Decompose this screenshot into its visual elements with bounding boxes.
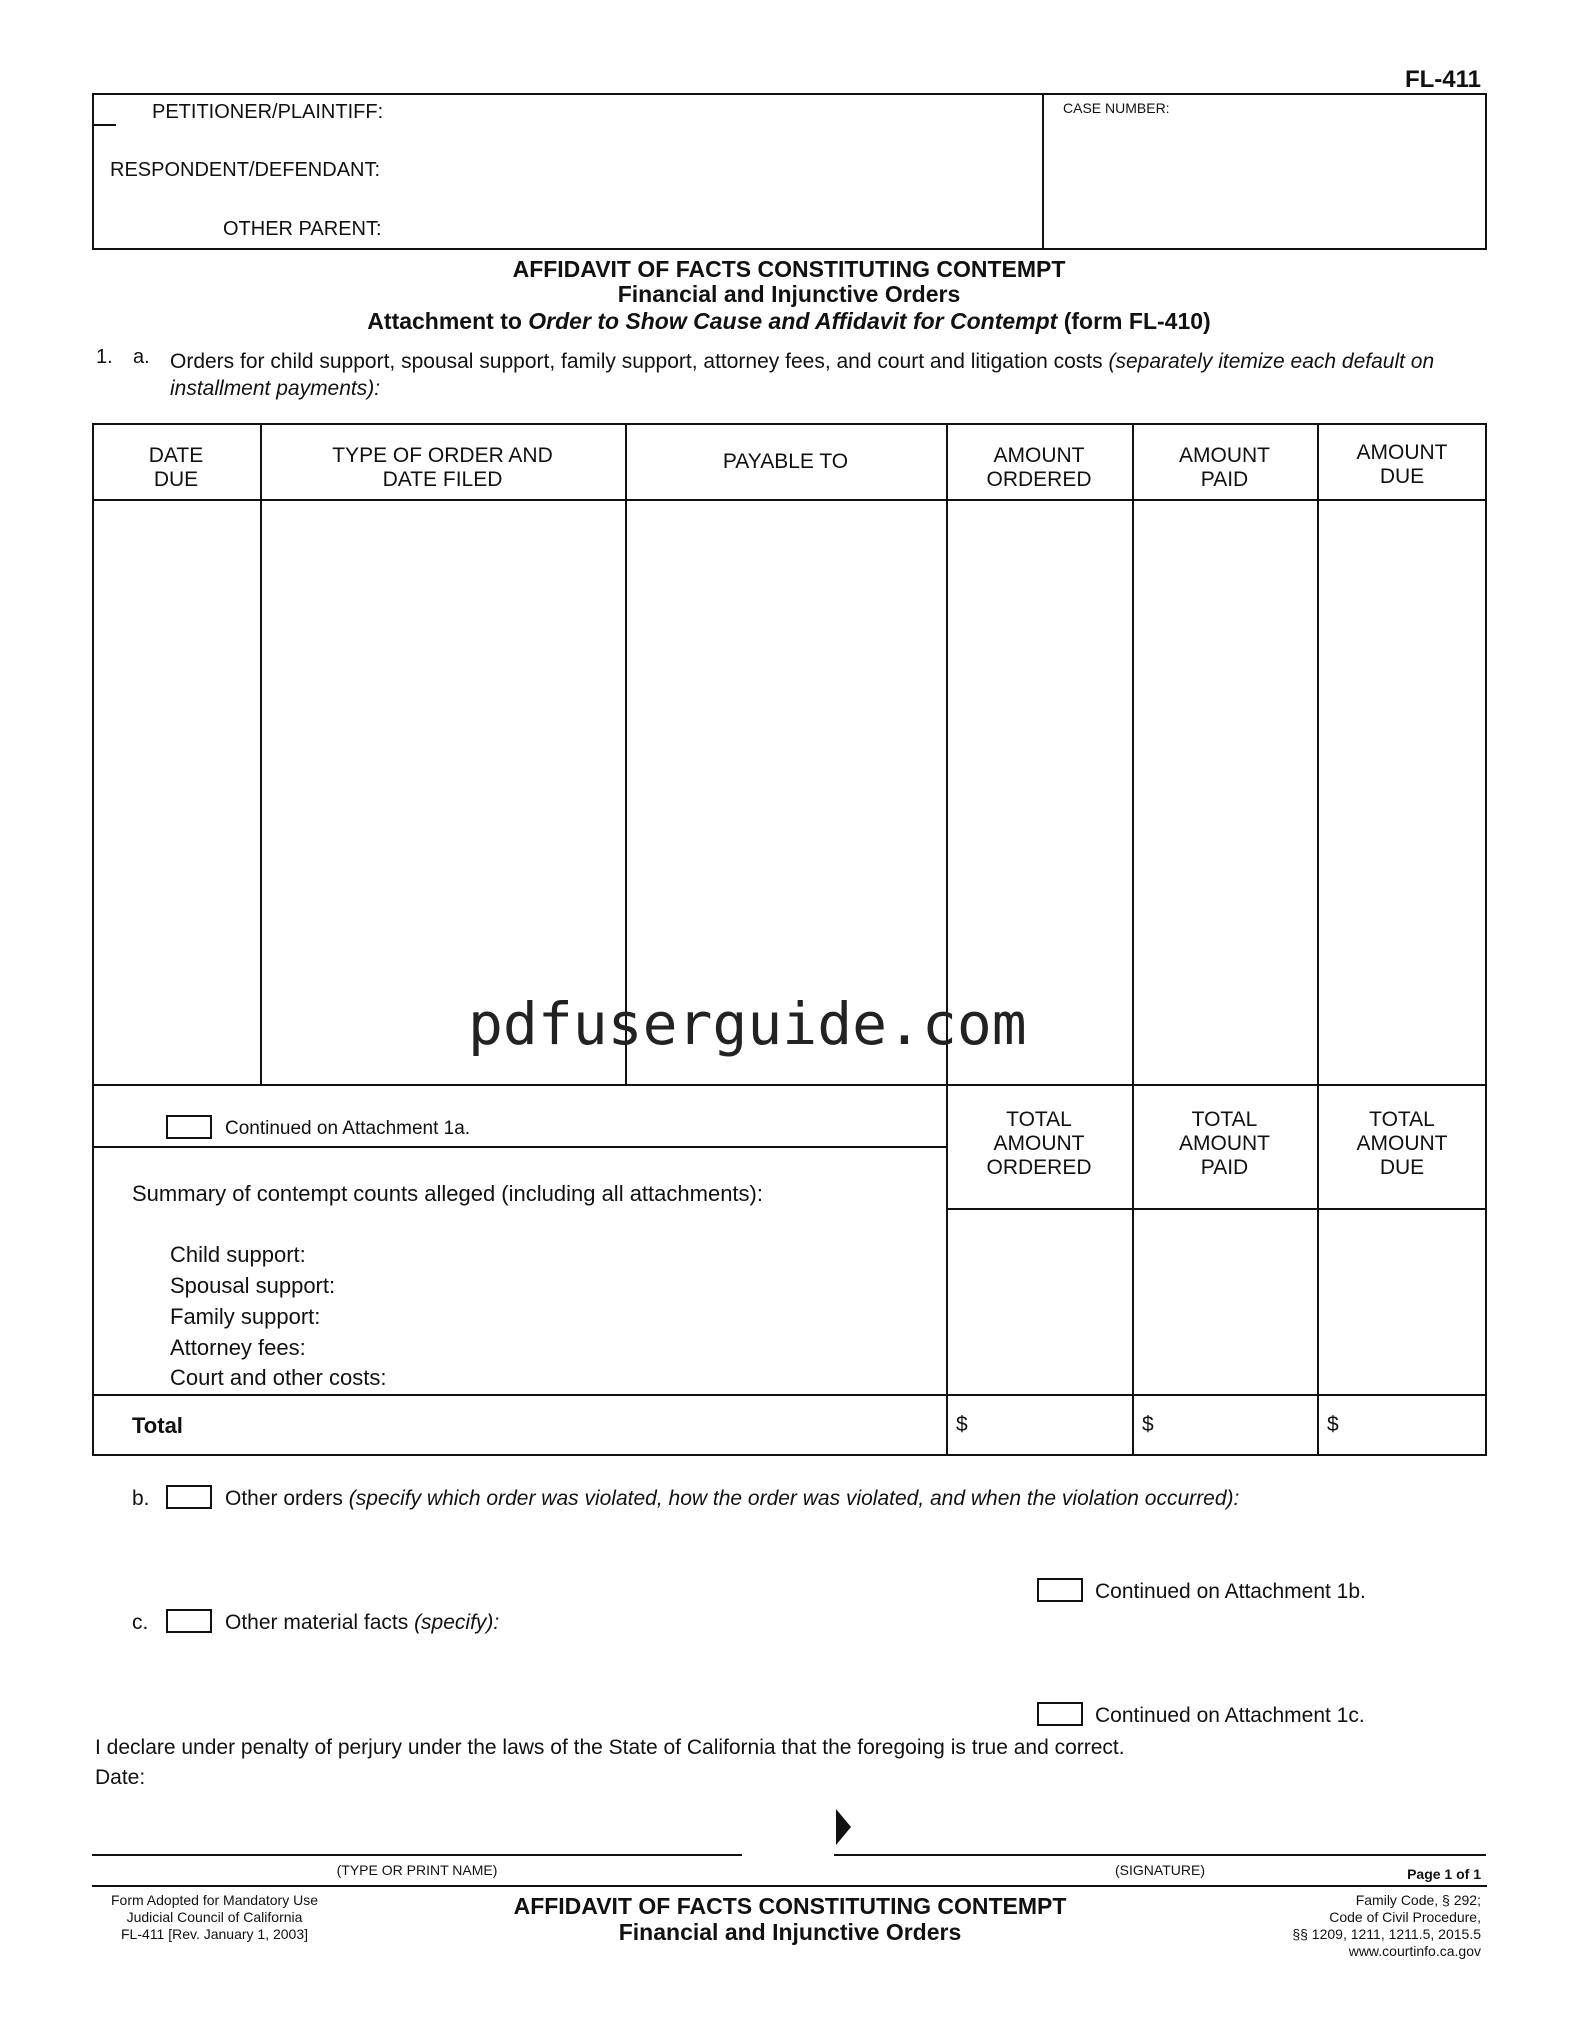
header-total-paid: TOTAL AMOUNT PAID — [1179, 1108, 1270, 1179]
item1c-field[interactable] — [225, 1640, 1475, 1700]
date-label: Date: — [95, 1766, 146, 1789]
title-line3-prefix: Attachment to — [367, 308, 529, 334]
item1b-label: Other orders — [225, 1487, 349, 1510]
item1c-checkbox[interactable] — [166, 1609, 212, 1633]
continued-1a-checkbox[interactable] — [166, 1115, 212, 1139]
summary-family-support: Family support: — [170, 1304, 321, 1329]
grand-total-ordered-field[interactable] — [972, 1398, 1128, 1452]
title-line3-italic: Order to Show Cause and Affidavit for Contempt — [528, 308, 1058, 334]
data-area-bottom — [92, 1084, 1487, 1086]
item1-letter: a. — [133, 346, 150, 368]
header-amount-ordered: AMOUNT ORDERED — [986, 444, 1092, 491]
total-ordered-currency: $ — [956, 1413, 968, 1436]
summary-spousal-support: Spousal support: — [170, 1273, 336, 1298]
title-line1: AFFIDAVIT OF FACTS CONSTITUTING CONTEMPT — [512, 256, 1066, 282]
respondent-field[interactable] — [395, 152, 1035, 188]
summary-label: Summary of contempt counts alleged (including all attachments): — [132, 1181, 763, 1206]
date-field[interactable] — [160, 1762, 660, 1792]
title-line3-suffix: (form FL-410) — [1057, 308, 1211, 334]
total-paid-currency: $ — [1142, 1413, 1154, 1436]
form-id: FL-411 — [1404, 66, 1481, 93]
total-label: Total — [132, 1413, 183, 1438]
continued-1c-label: Continued on Attachment 1c. — [1095, 1704, 1365, 1727]
name-caption: (TYPE OR PRINT NAME) — [336, 1862, 498, 1878]
continued-1a-label: Continued on Attachment 1a. — [225, 1118, 471, 1139]
total-due-field[interactable] — [1320, 1211, 1484, 1391]
col-divider-3 — [946, 423, 948, 1456]
total-paid-field[interactable] — [1135, 1211, 1314, 1391]
continued-1b-checkbox[interactable] — [1037, 1578, 1083, 1602]
title-line2: Financial and Injunctive Orders — [617, 281, 961, 307]
respondent-label: RESPONDENT/DEFENDANT: — [110, 159, 381, 181]
total-due-currency: $ — [1327, 1413, 1339, 1436]
footer-left-line1: Form Adopted for Mandatory Use — [111, 1892, 318, 1908]
item1c-text — [225, 1611, 499, 1635]
table-header-rule — [92, 499, 1487, 501]
item1b-text — [225, 1487, 1239, 1511]
petitioner-label: PETITIONER/PLAINTIFF: — [152, 101, 384, 123]
other-parent-field[interactable] — [395, 210, 1035, 246]
item1-text-italic: (separately itemize each default on installment payments): — [170, 350, 1435, 400]
footer-left-line3: FL-411 [Rev. January 1, 2003] — [120, 1926, 309, 1942]
cell-date-due[interactable] — [95, 502, 257, 1081]
footer-rule — [92, 1885, 1487, 1887]
title-line3 — [0, 309, 1578, 333]
summary-child-support: Child support: — [170, 1242, 306, 1267]
item1c-italic: (specify): — [414, 1611, 500, 1634]
footer-right-url[interactable]: www.courtinfo.ca.gov — [1348, 1943, 1481, 1959]
grand-total-paid-field[interactable] — [1158, 1398, 1313, 1452]
item1-text-plain: Orders for child support, spousal support, family support, attorney fees, and court and litigation costs — [170, 350, 1109, 373]
footer-right-line2: Code of Civil Procedure, — [1329, 1909, 1481, 1925]
totals-header-rule — [946, 1208, 1487, 1210]
header-payable-to: PAYABLE TO — [722, 450, 849, 473]
header-total-due: TOTAL AMOUNT DUE — [1356, 1108, 1448, 1179]
header-amount-paid: AMOUNT PAID — [1179, 444, 1270, 491]
footer-right-line3: §§ 1209, 1211, 1211.5, 2015.5 — [1292, 1926, 1481, 1942]
item1b-letter: b. — [132, 1487, 150, 1510]
header-amount-due: AMOUNT DUE — [1356, 441, 1448, 488]
caption-divider — [1042, 93, 1044, 250]
watermark: pdfuserguide.com — [468, 990, 1027, 1058]
total-ordered-field[interactable] — [949, 1211, 1129, 1391]
col-divider-2 — [625, 423, 627, 1085]
item1b-checkbox[interactable] — [166, 1485, 212, 1509]
page-number: Page 1 of 1 — [1407, 1866, 1481, 1882]
name-field[interactable] — [92, 1805, 742, 1853]
name-line — [92, 1854, 742, 1856]
caption-tick — [92, 124, 116, 126]
item1b-field[interactable] — [225, 1515, 1475, 1575]
continued-1c-checkbox[interactable] — [1037, 1702, 1083, 1726]
signature-line — [834, 1854, 1486, 1856]
continued-1b-label: Continued on Attachment 1b. — [1095, 1580, 1366, 1603]
col-divider-1 — [260, 423, 262, 1085]
header-date-due: DATE DUE — [148, 444, 204, 491]
summary-court-costs: Court and other costs: — [170, 1365, 387, 1390]
case-number-field[interactable] — [1050, 120, 1480, 245]
item1-number: 1. — [96, 346, 113, 368]
case-number-label: CASE NUMBER: — [1063, 100, 1170, 116]
signature-field[interactable] — [834, 1805, 1484, 1853]
total-row-rule — [92, 1394, 1487, 1396]
header-type-of-order: TYPE OF ORDER AND DATE FILED — [332, 444, 553, 491]
summary-attorney-fees: Attorney fees: — [170, 1335, 306, 1360]
footer-title-line2: Financial and Injunctive Orders — [618, 1919, 962, 1945]
declaration-text: I declare under penalty of perjury under the laws of the State of California that the foregoing is true and correct. — [95, 1736, 1125, 1759]
col-divider-4 — [1132, 423, 1134, 1456]
footer-right — [1181, 1892, 1481, 1960]
item1b-italic: (specify which order was violated, how the order was violated, and when the violation occurred): — [348, 1487, 1240, 1510]
col-divider-5 — [1317, 423, 1319, 1456]
footer-left-line2: Judicial Council of California — [126, 1909, 303, 1925]
petitioner-field[interactable] — [395, 96, 1035, 132]
cell-amount-due[interactable] — [1320, 502, 1484, 1081]
grand-total-due-field[interactable] — [1343, 1398, 1483, 1452]
footer-right-line1: Family Code, § 292; — [1355, 1892, 1481, 1908]
cell-amount-paid[interactable] — [1135, 502, 1314, 1081]
item1-text — [170, 348, 1470, 402]
continued-row-rule — [92, 1146, 947, 1148]
footer-title-line1: AFFIDAVIT OF FACTS CONSTITUTING CONTEMPT — [513, 1893, 1067, 1919]
other-parent-label: OTHER PARENT: — [223, 218, 382, 240]
item1c-letter: c. — [132, 1611, 149, 1634]
footer-title — [420, 1893, 1160, 1945]
header-total-ordered: TOTAL AMOUNT ORDERED — [986, 1108, 1092, 1179]
signature-caption: (SIGNATURE) — [1115, 1862, 1205, 1878]
footer-left — [92, 1892, 337, 1943]
item1c-label: Other material facts — [225, 1611, 415, 1634]
